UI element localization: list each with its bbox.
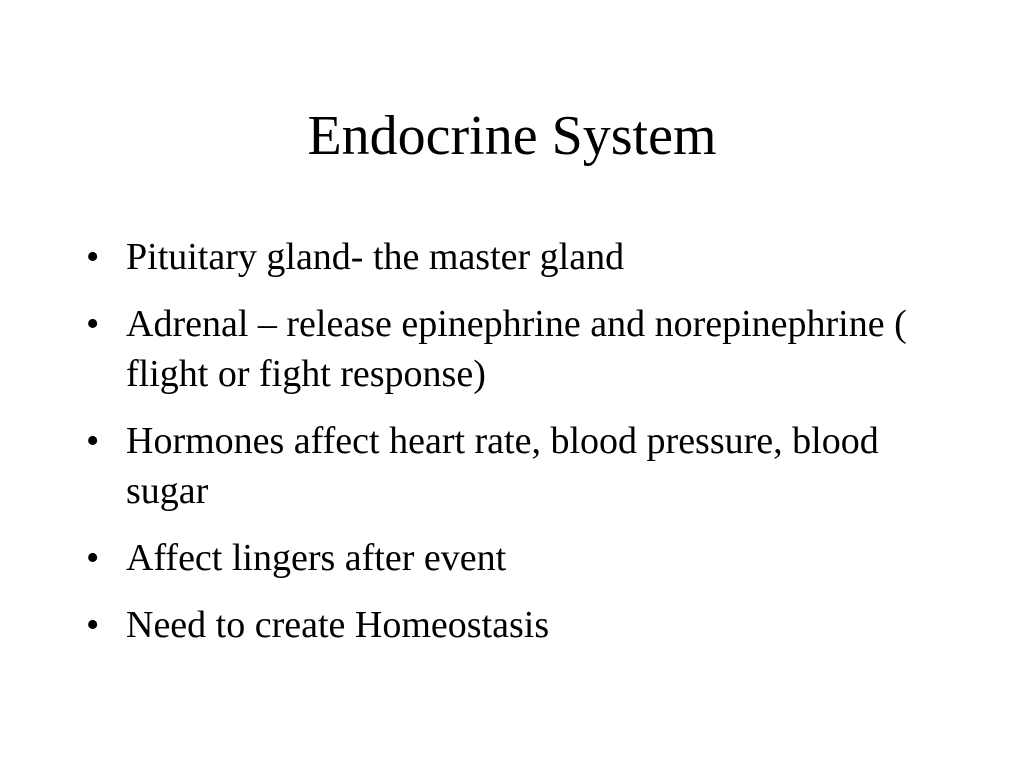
- bullet-text: Affect lingers after event: [126, 537, 507, 579]
- bullet-text: Pituitary gland- the master gland: [126, 236, 625, 278]
- bullet-item-homeostasis: [86, 600, 946, 650]
- bullet-text: Hormones affect heart rate, blood pressure, blood sugar: [126, 420, 879, 512]
- bullet-text: Adrenal – release epinephrine and norepinephrine ( flight or fight response): [126, 303, 907, 395]
- bullet-item-hormones: [86, 416, 946, 516]
- bullet-icon: •: [86, 537, 100, 579]
- bullet-item-adrenal: [86, 299, 946, 399]
- bullet-item-lingers: [86, 533, 946, 583]
- bullet-icon: •: [86, 236, 100, 278]
- bullet-item-pituitary: [86, 232, 946, 282]
- slide-title: Endocrine System: [307, 105, 717, 167]
- bullet-text: Need to create Homeostasis: [126, 604, 550, 646]
- bullet-icon: •: [86, 420, 100, 462]
- bullet-icon: •: [86, 604, 100, 646]
- bullet-icon: •: [86, 303, 100, 345]
- bullet-list: [86, 232, 946, 667]
